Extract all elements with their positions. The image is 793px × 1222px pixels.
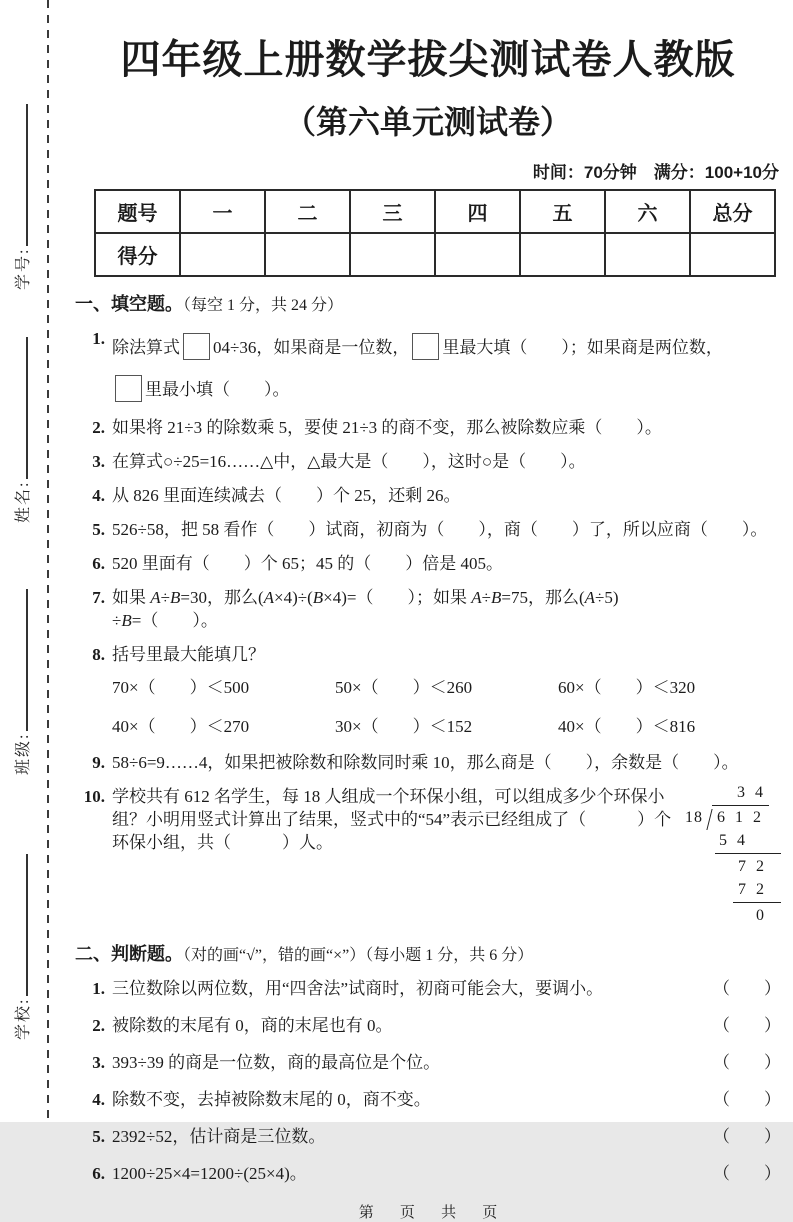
section2-title: 二、判断题。 — [75, 944, 183, 964]
question-text: 520 里面有（ ）个 65；45 的（ ）倍是 405。 — [112, 554, 503, 573]
judgement-5 — [75, 1125, 781, 1148]
question-text: 在算式○÷25=16……△中，△最大是（ ），这时○是（ ）。 — [112, 452, 586, 471]
score-cell-empty — [605, 233, 690, 276]
answer-bracket: （ ） — [713, 1016, 781, 1035]
question-4 — [75, 484, 781, 507]
score-table-header-row — [95, 190, 775, 233]
section1-note: （每空 1 分，共 24 分） — [183, 297, 344, 314]
judgement-1 — [75, 977, 781, 1000]
question-10 — [75, 785, 781, 927]
question-8-expressions — [112, 673, 781, 737]
question-text: 2392÷52，估计商是三位数。 — [112, 1127, 326, 1146]
paper-content — [75, 0, 781, 1222]
question-number: 9. — [92, 753, 105, 772]
long-division-step: 5 4 — [719, 832, 748, 849]
student-name-label: 姓名: — [15, 480, 32, 523]
judgement-questions — [75, 977, 781, 1185]
long-division-rule — [715, 853, 781, 854]
expression: 70×（ ）＜500 — [112, 678, 250, 697]
margin-dashed-line — [47, 0, 49, 1122]
question-number: 1. — [92, 979, 105, 998]
question-number: 7. — [92, 588, 105, 607]
question-text: 如果将 21÷3 的除数乘 5，要使 21÷3 的商不变，那么被除数应乘（ ）。 — [112, 418, 662, 437]
score-table-cell: 三 — [350, 190, 435, 233]
score-table-score-row — [95, 233, 775, 276]
judgement-6 — [75, 1162, 781, 1185]
section1-heading — [75, 290, 781, 316]
school-label: 学校: — [15, 997, 32, 1040]
question-7 — [75, 586, 781, 632]
question-6 — [75, 552, 781, 575]
score-cell-empty — [180, 233, 265, 276]
question-number: 6. — [92, 1164, 105, 1183]
question-text: 393÷39 的商是一位数，商的最高位是个位。 — [112, 1053, 441, 1072]
question-number: 6. — [92, 554, 105, 573]
section2-note: （对的画“√”，错的画“×”）（每小题 1 分，共 6 分） — [183, 947, 534, 964]
long-division-step: 7 2 — [738, 858, 767, 875]
question-number: 2. — [92, 418, 105, 437]
student-name-blank-line — [8, 337, 28, 479]
score-table-cell: 题号 — [95, 190, 180, 233]
score-cell-empty — [265, 233, 350, 276]
answer-bracket: （ ） — [713, 1090, 781, 1109]
question-text: 学校共有 612 名学生，每 18 人组成一个环保小组，可以组成多少个环保小组？小明用竖式计算出了结果，竖式中的“54”表示已经组成了（ ）个环保小组，共（ ）人。 — [112, 787, 672, 852]
question-text: 除法算式 04÷36，如果商是一位数， 里最大填（ ）；如果商是两位数， 里最小填（ ）。 — [112, 327, 781, 411]
question-3 — [75, 450, 781, 473]
long-division-main-row — [685, 804, 781, 829]
question-text: 58÷6=9……4，如果把被除数和除数同时乘 10，那么商是（ ），余数是（ ）。 — [112, 753, 739, 772]
score-table-cell: 一 — [180, 190, 265, 233]
question-5 — [75, 518, 781, 541]
blank-box — [183, 333, 210, 360]
class-label: 班级: — [15, 732, 32, 775]
score-row-label: 得分 — [95, 233, 180, 276]
score-cell-empty — [520, 233, 605, 276]
blank-box — [412, 333, 439, 360]
question-text: 三位数除以两位数，用“四舍法”试商时，初商可能会大，要调小。 — [112, 979, 604, 998]
student-id-blank-line — [8, 104, 28, 246]
question-number: 4. — [92, 486, 105, 505]
answer-bracket: （ ） — [713, 979, 781, 998]
score-cell-empty — [690, 233, 775, 276]
long-division-remainder: 0 — [756, 907, 767, 924]
question-number: 5. — [92, 1127, 105, 1146]
answer-bracket: （ ） — [713, 1164, 781, 1183]
question-text: 526÷58，把 58 看作（ ）试商，初商为（ ），商（ ）了，所以应商（ ）。 — [112, 520, 768, 539]
score-cell-empty — [435, 233, 520, 276]
question-number: 8. — [92, 645, 105, 664]
score-table-cell: 五 — [520, 190, 605, 233]
exam-meta: 时间：70分钟 满分：100+10分 — [532, 163, 779, 182]
judgement-2 — [75, 1014, 781, 1037]
judgement-4 — [75, 1088, 781, 1111]
question-number: 5. — [92, 520, 105, 539]
page-title: 四年级上册数学拔尖测试卷人教版 — [120, 38, 736, 82]
long-division-divisor: 18 — [685, 809, 703, 826]
score-cell-empty — [350, 233, 435, 276]
question-2 — [75, 416, 781, 439]
blank-box — [115, 375, 142, 402]
question-1 — [75, 327, 781, 411]
section1-title: 一、填空题。 — [75, 294, 183, 314]
school-blank-line — [8, 854, 28, 996]
expression: 40×（ ）＜816 — [558, 717, 696, 736]
student-id-field — [8, 104, 38, 290]
long-division-dividend: 6 1 2 — [712, 805, 769, 829]
class-field — [8, 589, 38, 775]
question-text: 括号里最大能填几？ — [112, 645, 265, 664]
section2-heading — [75, 940, 781, 966]
long-division-worked-example — [685, 781, 781, 927]
question-number: 3. — [92, 1053, 105, 1072]
question-number: 1. — [92, 329, 105, 348]
score-table-cell: 四 — [435, 190, 520, 233]
class-blank-line — [8, 589, 28, 731]
question-text: 如果 A÷B=30，那么(A×4)÷(B×4)=（ ）；如果 A÷B=75，那么(A÷5) ÷B=（ ）。 — [112, 588, 619, 630]
answer-bracket: （ ） — [713, 1127, 781, 1146]
expression: 40×（ ）＜270 — [112, 717, 250, 736]
score-table-cell: 六 — [605, 190, 690, 233]
score-table-cell: 总分 — [690, 190, 775, 233]
question-number: 4. — [92, 1090, 105, 1109]
long-division-quotient: 3 4 — [737, 784, 766, 801]
score-table — [94, 189, 776, 277]
question-number: 2. — [92, 1016, 105, 1035]
question-text: 1200÷25×4=1200÷(25×4)。 — [112, 1164, 307, 1183]
student-id-label: 学号: — [15, 247, 32, 290]
judgement-3 — [75, 1051, 781, 1074]
page-footer: 第 页 共 页 — [358, 1204, 509, 1221]
answer-bracket: （ ） — [713, 1053, 781, 1072]
question-text: 被除数的末尾有 0，商的末尾也有 0。 — [112, 1016, 393, 1035]
long-division-rule — [733, 902, 781, 903]
expression: 30×（ ）＜152 — [335, 717, 473, 736]
expression: 50×（ ）＜260 — [335, 678, 473, 697]
school-field — [8, 854, 38, 1040]
question-9 — [75, 751, 781, 774]
long-division-step: 7 2 — [738, 881, 767, 898]
score-table-cell: 二 — [265, 190, 350, 233]
subtitle: （第六单元测试卷） — [283, 104, 572, 140]
expression: 60×（ ）＜320 — [558, 678, 696, 697]
question-8 — [75, 643, 781, 666]
fill-in-questions — [75, 327, 781, 927]
question-number: 10. — [83, 787, 105, 806]
question-text: 从 826 里面连续减去（ ）个 25，还剩 26。 — [112, 486, 461, 505]
question-text: 除数不变，去掉被除数末尾的 0，商不变。 — [112, 1090, 431, 1109]
question-number: 3. — [92, 452, 105, 471]
student-name-field — [8, 337, 38, 523]
